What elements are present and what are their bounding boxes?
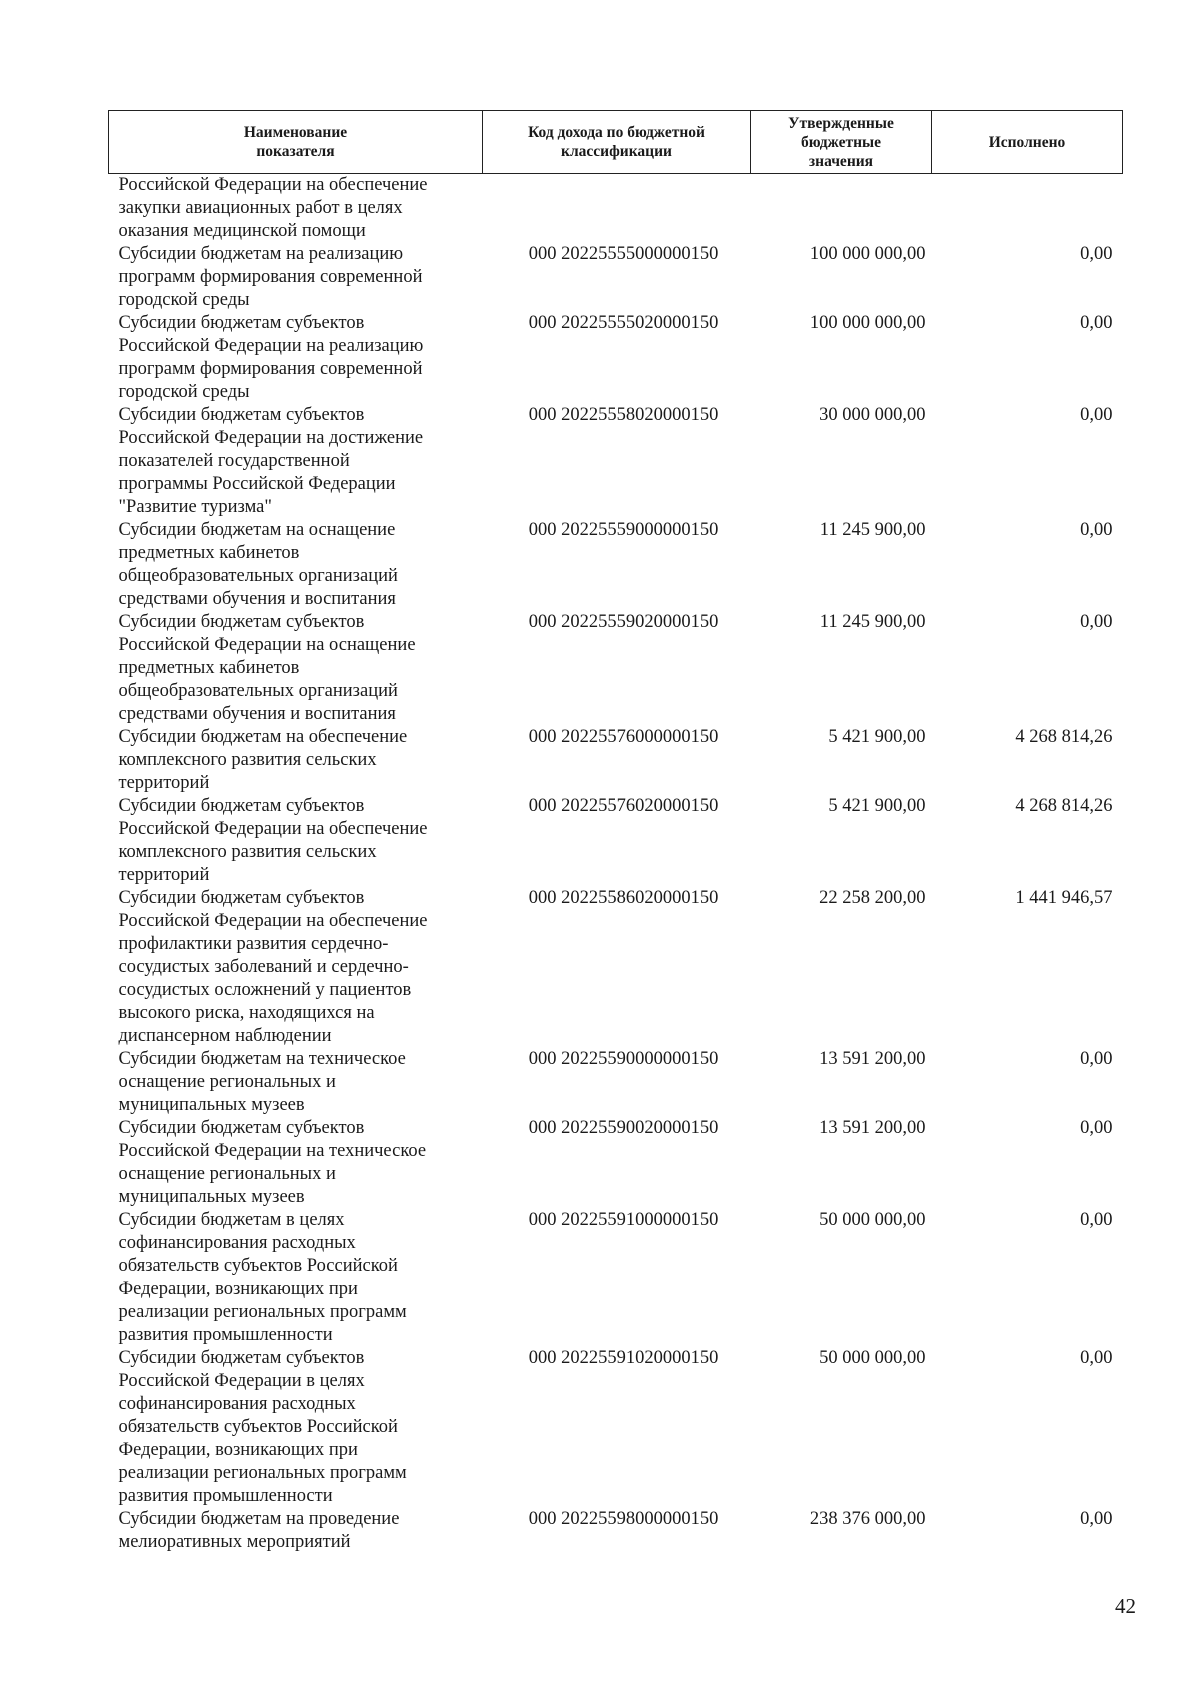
cell-executed-value: 0,00 (1080, 1509, 1113, 1529)
table-row (109, 795, 1123, 887)
cell-indicator-name: Субсидии бюджетам на реализацию программ формирования современной городской среды (118, 244, 423, 310)
table-body (109, 174, 1123, 1555)
cell-indicator-name: Субсидии бюджетам на техническое оснащение региональных и муниципальных музеев (118, 1049, 406, 1115)
cell-approved-value (751, 174, 932, 244)
cell-indicator-name: Субсидии бюджетам в целях софинансирования расходных обязательств субъектов Российской Федерации, возникающих при реализации региональных программ развития промышленности (118, 1210, 407, 1345)
cell-indicator-name: Субсидии бюджетам на оснащение предметных кабинетов общеобразовательных организаций средствами обучения и воспитания (118, 520, 398, 609)
table-header (109, 111, 1123, 174)
cell-approved-value: 50 000 000,00 (819, 1210, 926, 1230)
cell-indicator-name: Субсидии бюджетам субъектов Российской Федерации на техническое оснащение региональных и муниципальных музеев (118, 1118, 427, 1207)
table-row (109, 174, 1123, 244)
cell-revenue-code: 000 20225590000000150 (528, 1049, 719, 1069)
cell-revenue-code: 000 20225559020000150 (528, 612, 719, 632)
table-row (109, 611, 1123, 726)
table-row (109, 243, 1123, 312)
cell-executed-value: 0,00 (1080, 520, 1113, 540)
budget-revenue-table (108, 110, 1123, 1554)
cell-executed-value: 4 268 814,26 (1015, 727, 1113, 747)
cell-approved-value: 100 000 000,00 (809, 313, 926, 333)
cell-indicator-name: Субсидии бюджетам субъектов Российской Федерации в целях софинансирования расходных обязательств субъектов Российской Федерации, возникающих при реализации региональных программ развития промышленности (118, 1348, 407, 1506)
cell-revenue-code: 000 20225558020000150 (528, 405, 719, 425)
page-number: 42 (1115, 1594, 1136, 1618)
table-row (109, 1209, 1123, 1347)
cell-approved-value: 5 421 900,00 (828, 796, 926, 816)
table-row (109, 404, 1123, 519)
header-approved-values: Утвержденные бюджетные значения (751, 111, 932, 174)
table-row (109, 1347, 1123, 1508)
cell-executed-value: 0,00 (1080, 1049, 1113, 1069)
cell-indicator-name: Субсидии бюджетам субъектов Российской Федерации на реализацию программ формирования современной городской среды (118, 313, 424, 402)
table-row (109, 887, 1123, 1048)
table-row (109, 1508, 1123, 1554)
cell-indicator-name: Субсидии бюджетам на обеспечение комплексного развития сельских территорий (118, 727, 408, 793)
header-revenue-code: Код дохода по бюджетной классификации (483, 111, 751, 174)
cell-revenue-code: 000 20225576000000150 (528, 727, 719, 747)
cell-revenue-code: 000 20225591000000150 (528, 1210, 719, 1230)
cell-approved-value: 100 000 000,00 (809, 244, 926, 264)
cell-approved-value: 30 000 000,00 (819, 405, 926, 425)
header-indicator-name: Наименование показателя (109, 111, 483, 174)
header-executed: Исполнено (932, 111, 1123, 174)
cell-indicator-name: Субсидии бюджетам субъектов Российской Федерации на достижение показателей государственной программы Российской Федерации "Развитие туризма" (118, 405, 424, 517)
cell-executed-value: 0,00 (1080, 1348, 1113, 1368)
cell-executed-value: 0,00 (1080, 244, 1113, 264)
cell-executed-value: 4 268 814,26 (1015, 796, 1113, 816)
table-row (109, 519, 1123, 611)
cell-revenue-code (483, 174, 751, 244)
cell-indicator-name: Субсидии бюджетам субъектов Российской Федерации на обеспечение комплексного развития сельских территорий (118, 796, 428, 885)
cell-approved-value: 13 591 200,00 (819, 1118, 926, 1138)
cell-approved-value: 5 421 900,00 (828, 727, 926, 747)
cell-executed-value: 0,00 (1080, 313, 1113, 333)
cell-approved-value: 238 376 000,00 (809, 1509, 926, 1529)
cell-approved-value: 13 591 200,00 (819, 1049, 926, 1069)
table-row (109, 312, 1123, 404)
cell-executed-value: 0,00 (1080, 612, 1113, 632)
table-row (109, 1048, 1123, 1117)
cell-revenue-code: 000 20225598000000150 (528, 1509, 719, 1529)
cell-indicator-name: Субсидии бюджетам субъектов Российской Федерации на оснащение предметных кабинетов общеобразовательных организаций средствами обучения и воспитания (118, 612, 416, 724)
header-row (109, 111, 1123, 174)
table-row (109, 1117, 1123, 1209)
cell-approved-value: 22 258 200,00 (819, 888, 926, 908)
cell-revenue-code: 000 20225576020000150 (528, 796, 719, 816)
cell-indicator-name: Российской Федерации на обеспечение закупки авиационных работ в целях оказания медицинской помощи (118, 175, 428, 241)
cell-executed-value: 0,00 (1080, 405, 1113, 425)
cell-revenue-code: 000 20225555020000150 (528, 313, 719, 333)
cell-revenue-code: 000 20225555000000150 (528, 244, 719, 264)
cell-revenue-code: 000 20225590020000150 (528, 1118, 719, 1138)
table-row (109, 726, 1123, 795)
cell-executed-value: 1 441 946,57 (1015, 888, 1113, 908)
cell-revenue-code: 000 20225591020000150 (528, 1348, 719, 1368)
cell-indicator-name: Субсидии бюджетам на проведение мелиоративных мероприятий (118, 1509, 400, 1552)
cell-executed-value: 0,00 (1080, 1210, 1113, 1230)
cell-approved-value: 50 000 000,00 (819, 1348, 926, 1368)
cell-revenue-code: 000 20225559000000150 (528, 520, 719, 540)
cell-indicator-name: Субсидии бюджетам субъектов Российской Федерации на обеспечение профилактики развития сердечно- сосудистых заболеваний и сердечно- сосудистых осложнений у пациентов высокого риска, находящихся на диспансерном наблюдении (118, 888, 428, 1046)
cell-executed-value: 0,00 (1080, 1118, 1113, 1138)
cell-approved-value: 11 245 900,00 (819, 520, 926, 540)
cell-approved-value: 11 245 900,00 (819, 612, 926, 632)
cell-revenue-code: 000 20225586020000150 (528, 888, 719, 908)
cell-executed-value (932, 174, 1123, 244)
